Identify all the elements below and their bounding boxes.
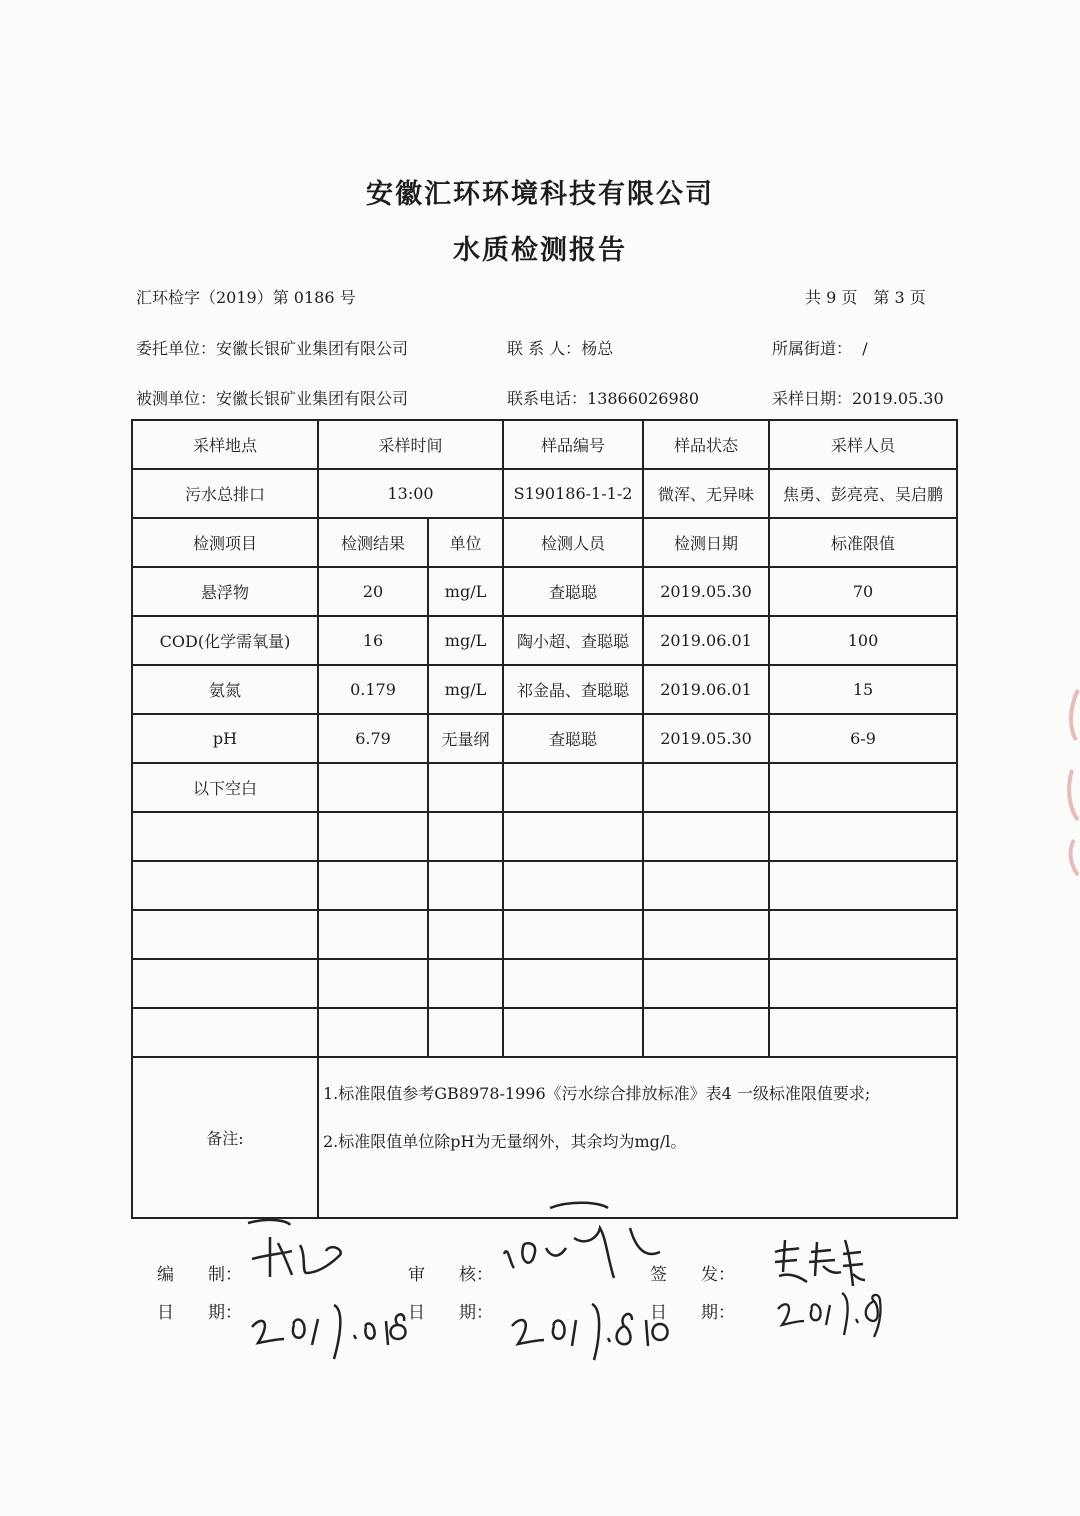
tested-field bbox=[136, 386, 408, 409]
empty-row bbox=[132, 812, 957, 861]
test-cell: mg/L bbox=[428, 567, 503, 616]
review-date-label: 日 期： bbox=[408, 1303, 493, 1323]
sample-header-row bbox=[132, 420, 957, 469]
test-cell: 悬浮物 bbox=[132, 567, 318, 616]
remark-item: 1.标准限值参考GB8978-1996《污水综合排放标准》表4 一级标准限值要求; bbox=[323, 1084, 871, 1103]
sampling-date-label: 采样日期： bbox=[772, 389, 853, 408]
test-cell: 70 bbox=[769, 567, 957, 616]
sample-header-cell: 采样时间 bbox=[318, 420, 503, 469]
client-field bbox=[136, 336, 408, 359]
test-cell: mg/L bbox=[428, 616, 503, 665]
test-cell: 2019.06.01 bbox=[643, 665, 769, 714]
empty-row bbox=[132, 959, 957, 1008]
reviewer-date-signature bbox=[500, 1290, 680, 1370]
test-header-cell: 单位 bbox=[428, 518, 503, 567]
blank-marker: 以下空白 bbox=[132, 763, 318, 812]
review-label: 审 核： bbox=[408, 1265, 493, 1285]
sample-header-cell: 采样人员 bbox=[769, 420, 957, 469]
client-value: 安徽长银矿业集团有限公司 bbox=[216, 339, 409, 358]
test-cell: pH bbox=[132, 714, 318, 763]
test-cell: 2019.06.01 bbox=[643, 616, 769, 665]
test-cell: 查聪聪 bbox=[503, 714, 643, 763]
test-cell: 2019.05.30 bbox=[643, 567, 769, 616]
test-cell: 查聪聪 bbox=[503, 567, 643, 616]
test-cell: 无量纲 bbox=[428, 714, 503, 763]
sample-header-cell: 样品编号 bbox=[503, 420, 643, 469]
report-table bbox=[131, 419, 958, 1219]
blank-marker-row bbox=[132, 763, 957, 812]
test-header-row bbox=[132, 518, 957, 567]
test-header-cell: 检测人员 bbox=[503, 518, 643, 567]
test-header-cell: 检测日期 bbox=[643, 518, 769, 567]
street-label: 所属街道： bbox=[772, 339, 853, 358]
test-header-cell: 检测项目 bbox=[132, 518, 318, 567]
sample-header-cell: 采样地点 bbox=[132, 420, 318, 469]
contact-label: 联 系 人： bbox=[507, 339, 582, 358]
tested-value: 安徽长银矿业集团有限公司 bbox=[216, 389, 409, 408]
sampling-date-value: 2019.05.30 bbox=[852, 389, 944, 408]
street-value: / bbox=[862, 339, 868, 358]
company-name: 安徽汇环环境科技有限公司 bbox=[366, 179, 714, 210]
empty-row bbox=[132, 910, 957, 959]
remarks-content bbox=[318, 1057, 957, 1218]
test-cell: 2019.05.30 bbox=[643, 714, 769, 763]
test-header-cell: 标准限值 bbox=[769, 518, 957, 567]
street-field bbox=[772, 336, 868, 359]
compile-date-label: 日 期： bbox=[157, 1303, 242, 1323]
test-row bbox=[132, 714, 957, 763]
remark-item: 2.标准限值单位除pH为无量纲外，其余均为mg/l。 bbox=[323, 1132, 687, 1151]
sample-cell: S190186-1-1-2 bbox=[503, 469, 643, 518]
compiler-date-signature bbox=[238, 1285, 418, 1365]
remarks-row bbox=[132, 1057, 957, 1218]
sample-header-cell: 样品状态 bbox=[643, 420, 769, 469]
test-header-cell: 检测结果 bbox=[318, 518, 428, 567]
compile-label: 编 制： bbox=[157, 1265, 242, 1285]
phone-field bbox=[507, 386, 699, 409]
report-title: 水质检测报告 bbox=[453, 235, 627, 266]
sample-cell: 焦勇、彭亮亮、吴启鹏 bbox=[769, 469, 957, 518]
page-count: 共 9 页 第 3 页 bbox=[805, 288, 926, 307]
issuer-signature bbox=[765, 1232, 875, 1292]
remarks-label: 备注: bbox=[132, 1057, 318, 1218]
client-label: 委托单位： bbox=[136, 339, 217, 358]
test-cell: COD(化学需氧量) bbox=[132, 616, 318, 665]
issuer-date-signature bbox=[770, 1285, 890, 1340]
phone-value: 13866026980 bbox=[587, 389, 699, 408]
sample-cell: 微浑、无异味 bbox=[643, 469, 769, 518]
test-cell: 6.79 bbox=[318, 714, 428, 763]
test-cell: 16 bbox=[318, 616, 428, 665]
contact-field bbox=[507, 336, 613, 359]
test-cell: mg/L bbox=[428, 665, 503, 714]
test-cell: 100 bbox=[769, 616, 957, 665]
test-cell: 氨氮 bbox=[132, 665, 318, 714]
test-cell: 祁金晶、查聪聪 bbox=[503, 665, 643, 714]
issue-date-label: 日 期： bbox=[650, 1303, 735, 1323]
test-row bbox=[132, 616, 957, 665]
test-cell: 20 bbox=[318, 567, 428, 616]
tested-label: 被测单位： bbox=[136, 389, 217, 408]
sample-cell: 污水总排口 bbox=[132, 469, 318, 518]
reviewer-signature bbox=[490, 1198, 690, 1288]
contact-value: 杨总 bbox=[581, 339, 614, 358]
test-cell: 15 bbox=[769, 665, 957, 714]
sample-row bbox=[132, 469, 957, 518]
test-row bbox=[132, 665, 957, 714]
sampling-date-field bbox=[772, 386, 944, 409]
issue-label: 签 发： bbox=[650, 1265, 735, 1285]
test-row bbox=[132, 567, 957, 616]
sample-cell: 13:00 bbox=[318, 469, 503, 518]
test-cell: 6-9 bbox=[769, 714, 957, 763]
empty-row bbox=[132, 861, 957, 910]
phone-label: 联系电话： bbox=[507, 389, 588, 408]
compiler-signature bbox=[230, 1215, 370, 1285]
empty-row bbox=[132, 1008, 957, 1057]
test-cell: 陶小超、查聪聪 bbox=[503, 616, 643, 665]
red-stamp bbox=[1062, 680, 1080, 880]
report-number: 汇环检字（2019）第 0186 号 bbox=[136, 288, 356, 307]
test-cell: 0.179 bbox=[318, 665, 428, 714]
